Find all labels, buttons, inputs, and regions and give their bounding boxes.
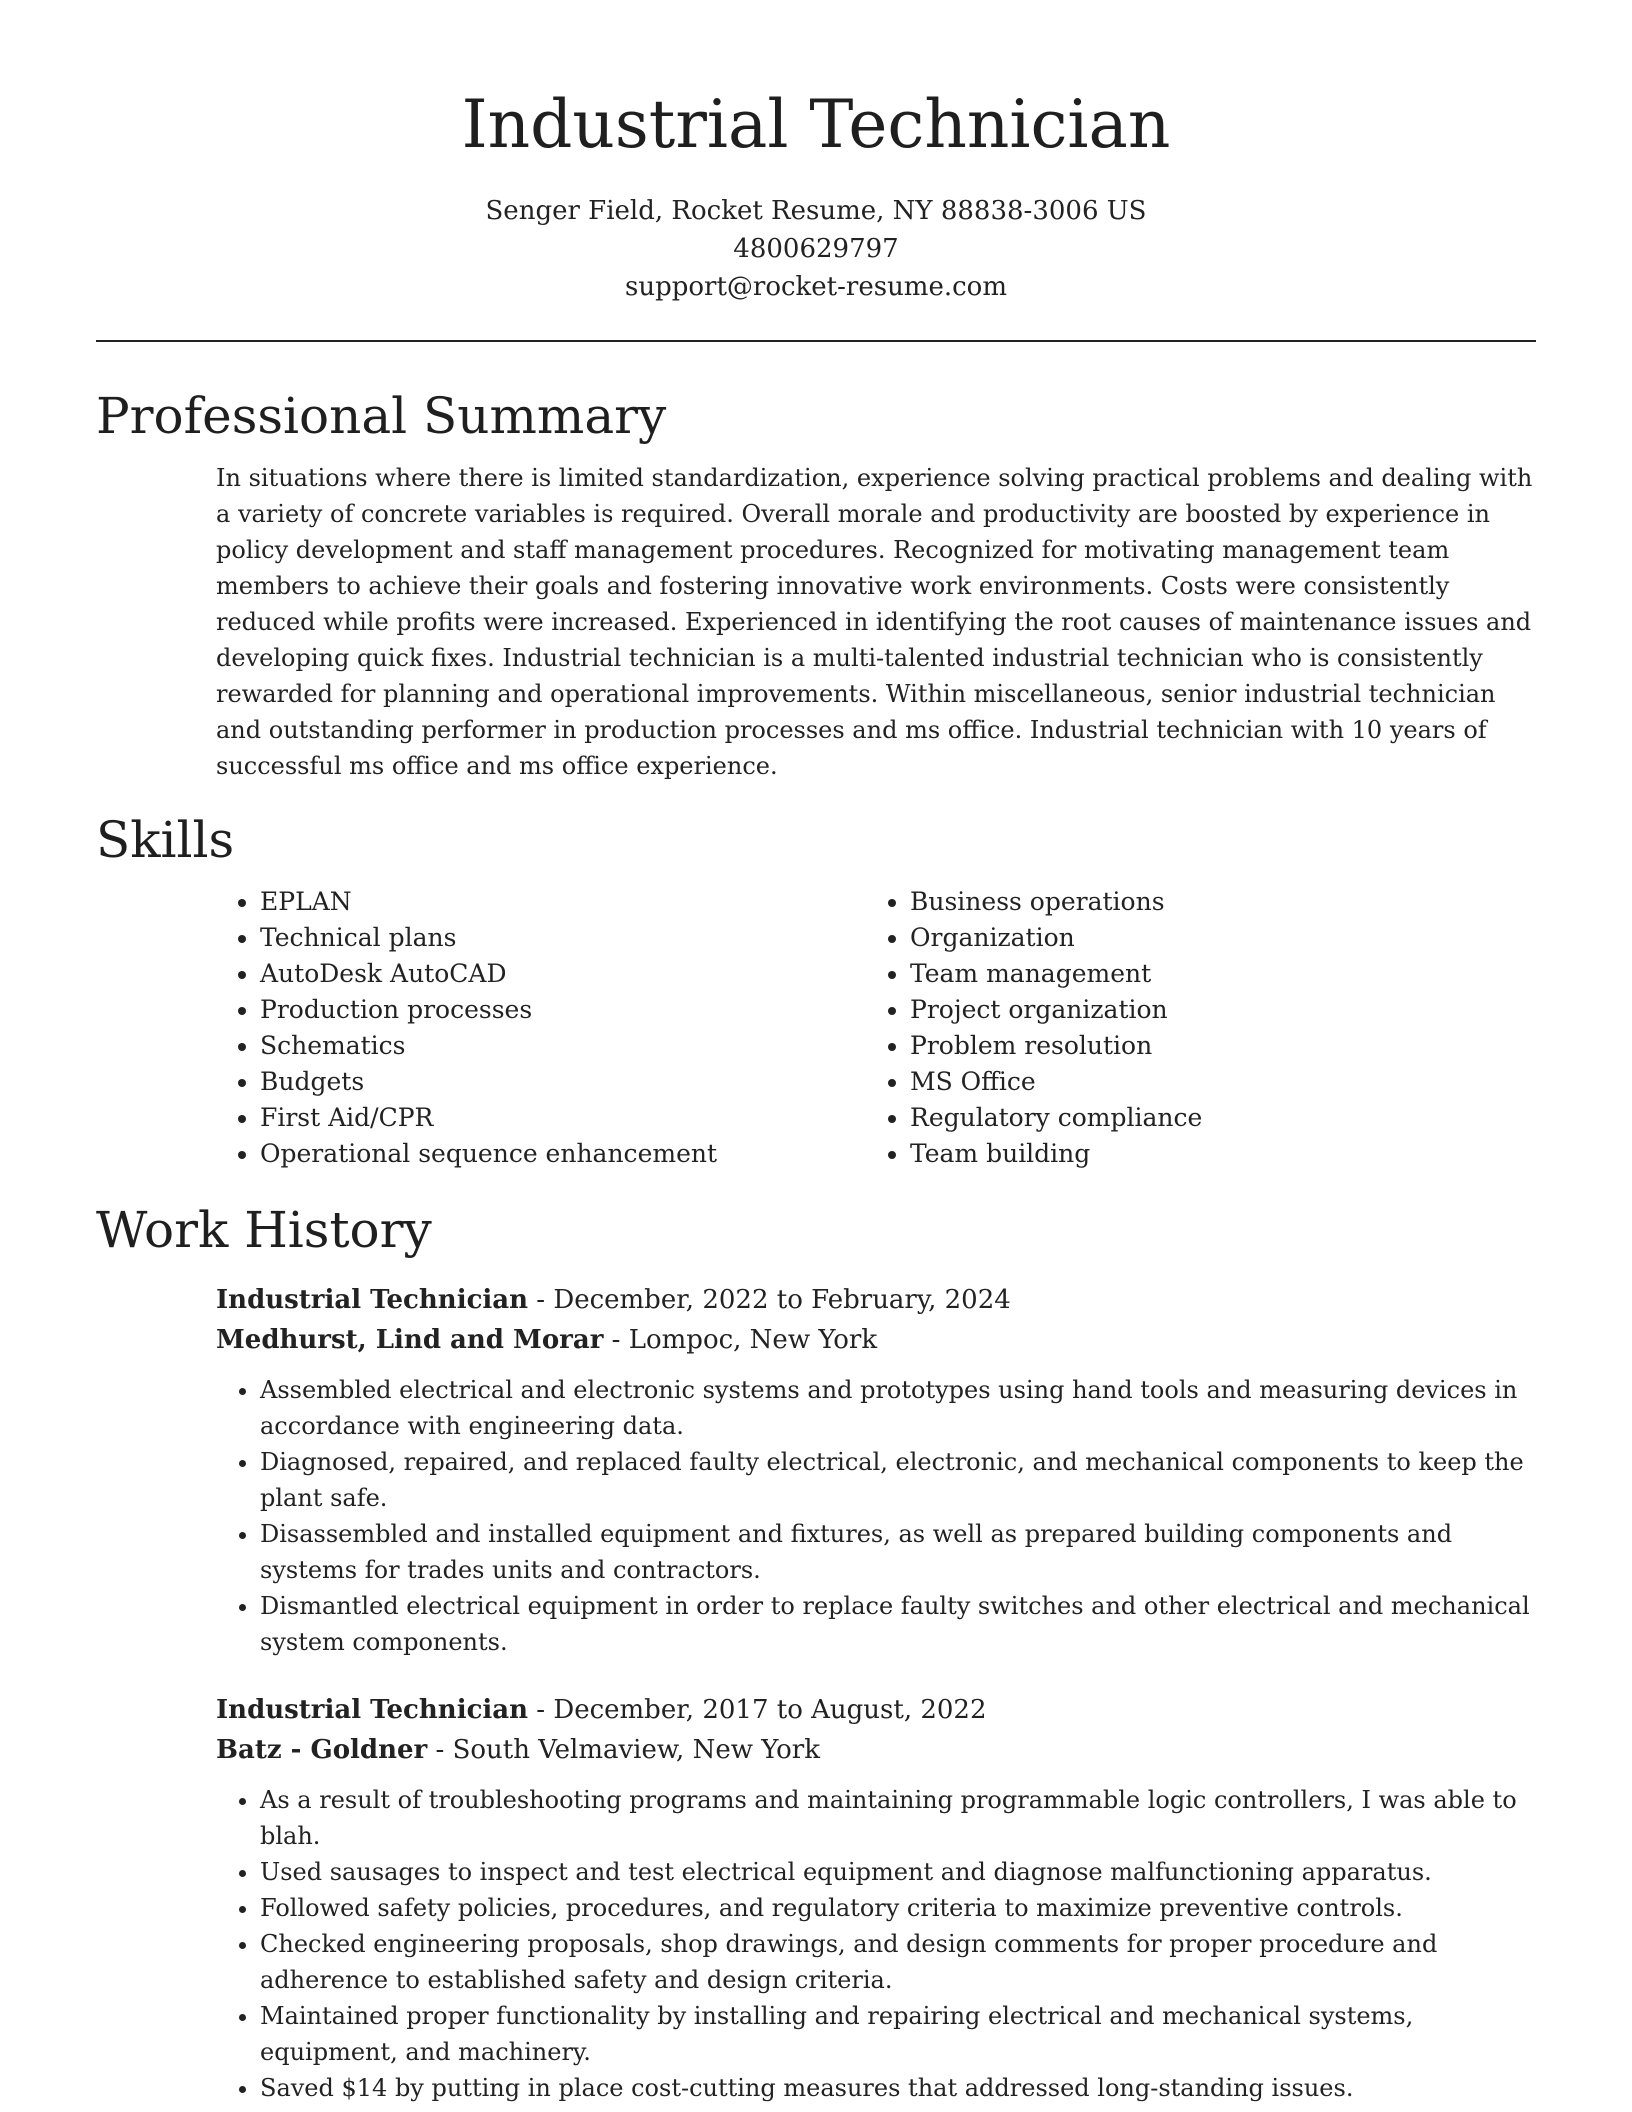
skill-item: • Operational sequence enhancement bbox=[260, 1136, 866, 1172]
contact-email: support@rocket-resume.com bbox=[624, 272, 1007, 302]
job-bullet: • Maintained proper functionality by installing and repairing electrical and mechanical systems, equipment, and machinery. bbox=[260, 1998, 1541, 2070]
skills-column-right bbox=[866, 884, 1516, 1172]
job-dates: - December, 2022 to February, 2024 bbox=[528, 1285, 1011, 1315]
contact-phone: 4800629797 bbox=[733, 234, 899, 264]
skills-column-left bbox=[216, 884, 866, 1172]
job-bullet: • Diagnosed, repaired, and replaced faulty electrical, electronic, and mechanical components to keep the plant safe. bbox=[260, 1444, 1541, 1516]
skill-item: • AutoDesk AutoCAD bbox=[260, 956, 866, 992]
skill-item: • Team management bbox=[910, 956, 1516, 992]
job-bullet: • Dismantled electrical equipment in order to replace faulty switches and other electrical and mechanical system components. bbox=[260, 1588, 1541, 1660]
job-bullet: • Used sausages to inspect and test electrical equipment and diagnose malfunctioning apparatus. bbox=[260, 1854, 1541, 1890]
job-company: Batz - Goldner bbox=[216, 1735, 428, 1765]
job-bullet: • Checked engineering proposals, shop drawings, and design comments for proper procedure and adherence to established safety and design criteria. bbox=[260, 1926, 1541, 1998]
skill-item: • Schematics bbox=[260, 1028, 866, 1064]
job-bullet: • Assembled electrical and electronic systems and prototypes using hand tools and measuring devices in accordance with engineering data. bbox=[260, 1372, 1541, 1444]
job-bullet: • Disassembled and installed equipment and fixtures, as well as prepared building components and systems for trades units and contractors. bbox=[260, 1516, 1541, 1588]
job-location: - South Velmaview, New York bbox=[427, 1735, 820, 1765]
job-bullet-list bbox=[216, 1372, 1541, 1660]
skill-item: • Business operations bbox=[910, 884, 1516, 920]
resume-name: Industrial Technician bbox=[461, 86, 1171, 163]
job-entry bbox=[216, 1280, 1541, 1660]
skill-item: • Team building bbox=[910, 1136, 1516, 1172]
job-title: Industrial Technician bbox=[216, 1695, 529, 1725]
skills-heading: Skills bbox=[96, 811, 235, 869]
skill-item: • Regulatory compliance bbox=[910, 1100, 1516, 1136]
job-company: Medhurst, Lind and Morar bbox=[216, 1325, 604, 1355]
contact-address: Senger Field, Rocket Resume, NY 88838-3006 US bbox=[485, 196, 1147, 226]
job-entry bbox=[216, 1690, 1541, 2106]
job-company-line bbox=[216, 1730, 1541, 1770]
skill-item: • Production processes bbox=[260, 992, 866, 1028]
skill-item: • Budgets bbox=[260, 1064, 866, 1100]
skill-item: • MS Office bbox=[910, 1064, 1516, 1100]
skill-item: • EPLAN bbox=[260, 884, 866, 920]
job-bullet-list bbox=[216, 1782, 1541, 2106]
job-bullet: • Saved $14 by putting in place cost-cutting measures that addressed long-standing issues. bbox=[260, 2070, 1541, 2106]
job-title-line bbox=[216, 1280, 1541, 1320]
work-history-heading: Work History bbox=[96, 1201, 432, 1259]
skill-item: • Technical plans bbox=[260, 920, 866, 956]
job-title-line bbox=[216, 1690, 1541, 1730]
resume-page bbox=[96, 0, 1536, 2106]
job-title: Industrial Technician bbox=[216, 1285, 529, 1315]
job-bullet: • Followed safety policies, procedures, and regulatory criteria to maximize preventive controls. bbox=[260, 1890, 1541, 1926]
job-dates: - December, 2017 to August, 2022 bbox=[528, 1695, 987, 1725]
skill-item: • Project organization bbox=[910, 992, 1516, 1028]
header-divider bbox=[96, 340, 1536, 342]
skills-list bbox=[216, 884, 1536, 1172]
job-company-line bbox=[216, 1320, 1541, 1360]
skill-item: • Problem resolution bbox=[910, 1028, 1516, 1064]
summary-heading: Professional Summary bbox=[96, 387, 667, 445]
job-location: - Lompoc, New York bbox=[603, 1325, 878, 1355]
contact-block bbox=[96, 192, 1536, 306]
skill-item: • First Aid/CPR bbox=[260, 1100, 866, 1136]
skill-item: • Organization bbox=[910, 920, 1516, 956]
job-bullet: • As a result of troubleshooting programs and maintaining programmable logic controllers, I was able to blah. bbox=[260, 1782, 1541, 1854]
summary-text: In situations where there is limited standardization, experience solving practical problems and dealing with a variety of concrete variables is required. Overall morale and productivity are boosted by experience in policy development and staff management procedures. Recognized for motivating management team members to achieve their goals and fostering innovative work environments. Costs were consistently reduced while profits were increased. Experienced in identifying the root causes of maintenance issues and developing quick fixes. Industrial technician is a multi-talented industrial technician who is consistently rewarded for planning and operational improvements. Within miscellaneous, senior industrial technician and outstanding performer in production processes and ms office. Industrial technician with 10 years of successful ms office and ms office experience. bbox=[216, 464, 1533, 780]
